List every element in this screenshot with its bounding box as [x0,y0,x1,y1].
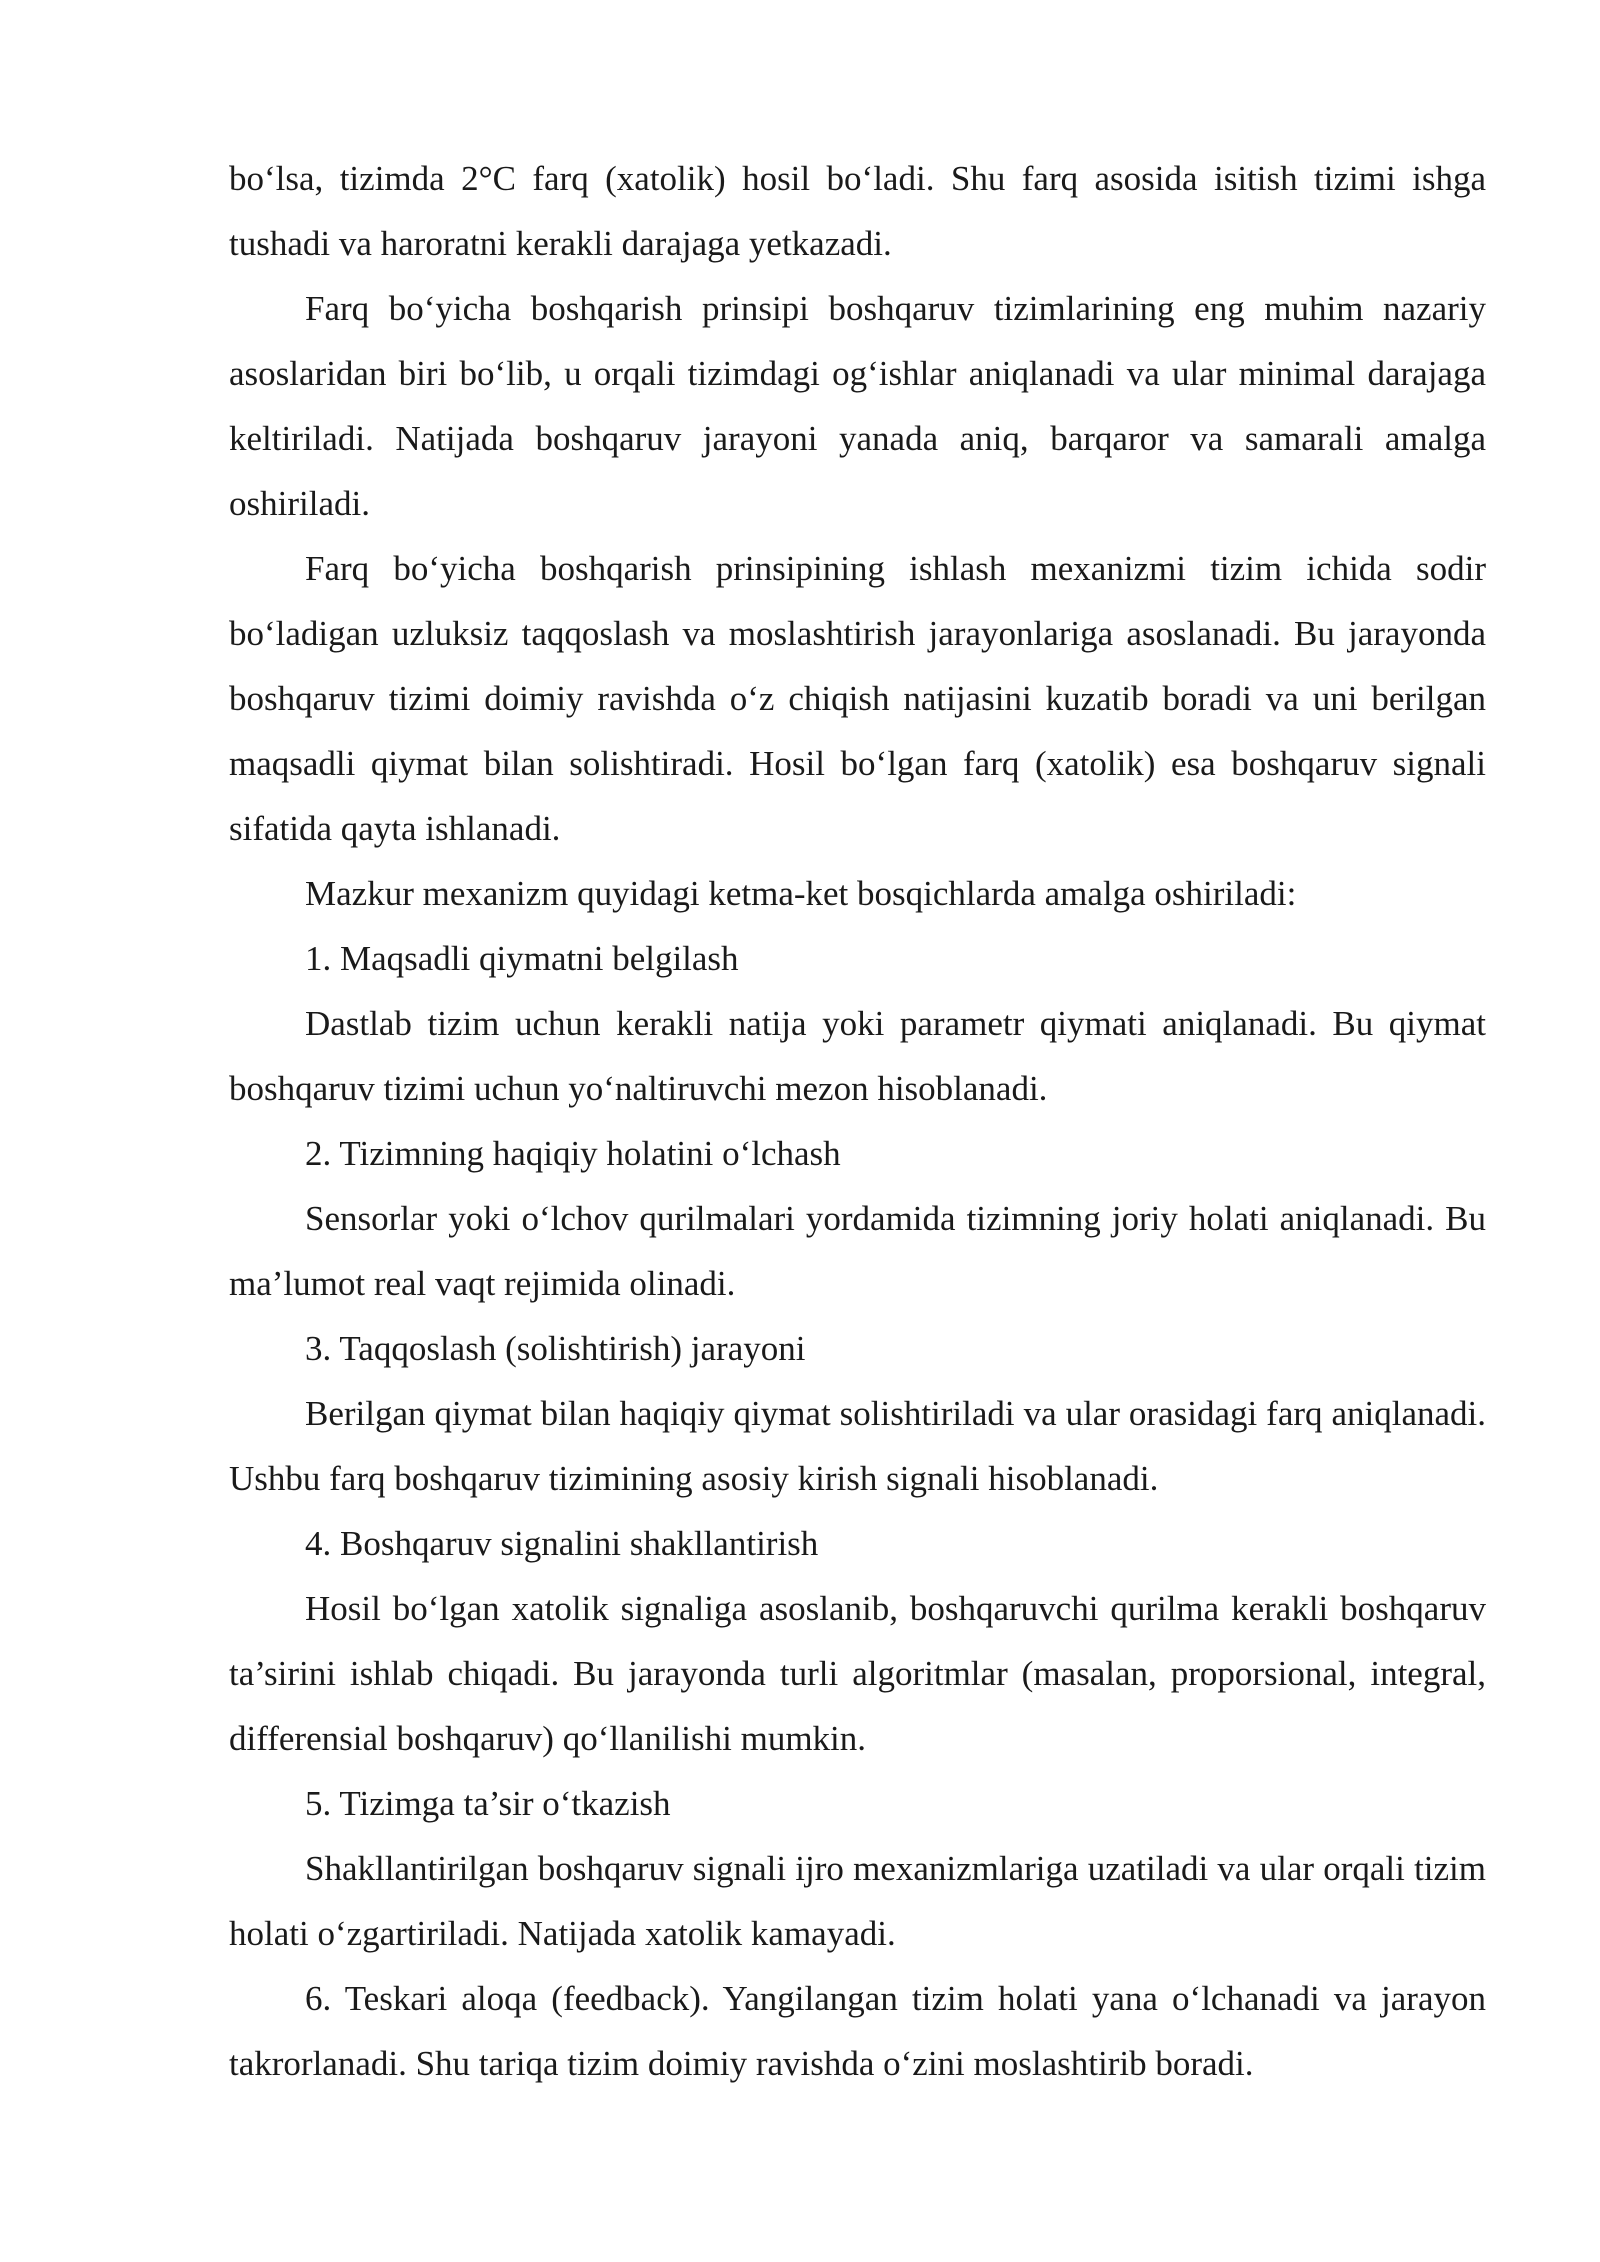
document-page [229,146,1486,2096]
paragraph-step-1: Dastlab tizim uchun kerakli natija yoki parametr qiymati aniqlanadi. Bu qiymat boshqaruv tizimi uchun yo‘naltiruvchi mezon hisoblanadi. [229,1004,1486,1108]
paragraph-continuation: bo‘lsa, tizimda 2°C farq (xatolik) hosil bo‘ladi. Shu farq asosida isitish tizimi ishga tushadi va haroratni kerakli darajaga yetkazadi. [229,159,1486,263]
paragraph-step-6: 6. Teskari aloqa (feedback). Yangilangan tizim holati yana o‘lchanadi va jarayon takrorlanadi. Shu tariqa tizim doimiy ravishda o‘zini moslashtirib boradi. [229,1979,1486,2083]
paragraph-step-2: Sensorlar yoki o‘lchov qurilmalari yordamida tizimning joriy holati aniqlanadi. Bu ma’lumot real vaqt rejimida olinadi. [229,1199,1486,1303]
heading-step-1: 1. Maqsadli qiymatni belgilash [305,939,739,978]
heading-step-5: 5. Tizimga ta’sir o‘tkazish [305,1784,671,1823]
paragraph-step-3: Berilgan qiymat bilan haqiqiy qiymat solishtiriladi va ular orasidagi farq aniqlanadi. Ushbu farq boshqaruv tizimining asosiy kirish signali hisoblanadi. [229,1394,1486,1498]
paragraph-step-4: Hosil bo‘lgan xatolik signaliga asoslanib, boshqaruvchi qurilma kerakli boshqaruv ta’sirini ishlab chiqadi. Bu jarayonda turli algoritmlar (masalan, proporsional, integral, differensial boshqaruv) qo‘llanilishi mumkin. [229,1589,1486,1758]
heading-step-2: 2. Tizimning haqiqiy holatini o‘lchash [305,1134,841,1173]
paragraph-stages-intro: Mazkur mexanizm quyidagi ketma-ket bosqichlarda amalga oshiriladi: [305,874,1297,913]
paragraph-principle-summary: Farq bo‘yicha boshqarish prinsipi boshqaruv tizimlarining eng muhim nazariy asoslaridan biri bo‘lib, u orqali tizimdagi og‘ishlar aniqlanadi va ular minimal darajaga keltiriladi. Natijada boshqaruv jarayoni yanada aniq, barqaror va samarali amalga oshiriladi. [229,289,1486,523]
paragraph-step-5: Shakllantirilgan boshqaruv signali ijro mexanizmlariga uzatiladi va ular orqali tizim holati o‘zgartiriladi. Natijada xatolik kamayadi. [229,1849,1486,1953]
heading-step-3: 3. Taqqoslash (solishtirish) jarayoni [305,1329,806,1368]
heading-step-4: 4. Boshqaruv signalini shakllantirish [305,1524,819,1563]
paragraph-mechanism: Farq bo‘yicha boshqarish prinsipining ishlash mexanizmi tizim ichida sodir bo‘ladigan uzluksiz taqqoslash va moslashtirish jarayonlariga asoslanadi. Bu jarayonda boshqaruv tizimi doimiy ravishda o‘z chiqish natijasini kuzatib boradi va uni berilgan maqsadli qiymat bilan solishtiradi. Hosil bo‘lgan farq (xatolik) esa boshqaruv signali sifatida qayta ishlanadi. [229,549,1486,848]
